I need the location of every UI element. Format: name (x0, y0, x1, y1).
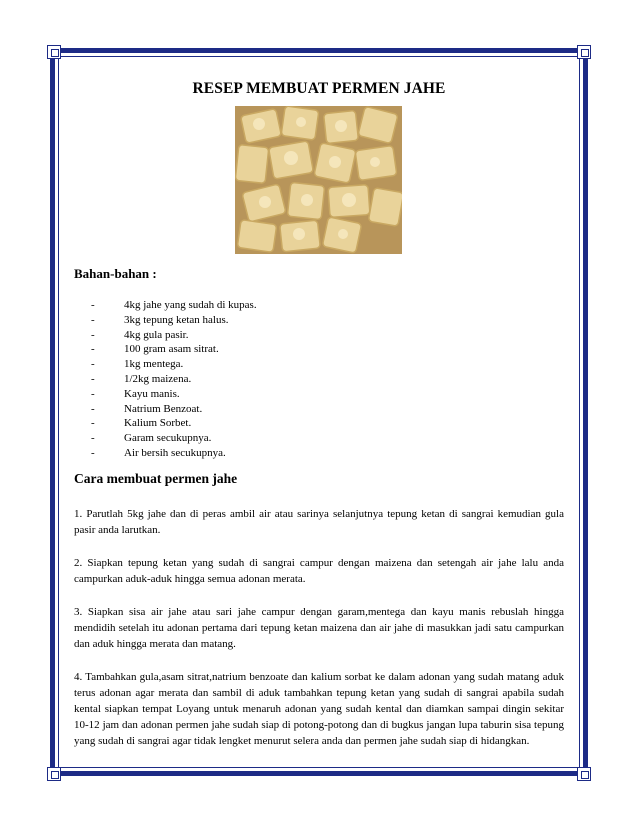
list-item: - 4kg jahe yang sudah di kupas. (74, 298, 257, 313)
list-item: - Air bersih secukupnya. (74, 446, 257, 461)
list-item: - 100 gram asam sitrat. (74, 342, 257, 357)
step-paragraph: 1. Parutlah 5kg jahe dan di peras ambil air atau sarinya selanjutnya tepung ketan di sangrai kemudian gula pasir anda larutkan. (74, 508, 564, 536)
list-item: - Kayu manis. (74, 387, 257, 402)
list-item: - 1kg mentega. (74, 357, 257, 372)
step-paragraph: 4. Tambahkan gula,asam sitrat,natrium benzoate dan kalium sorbat ke dalam adonan yang sudah matang aduk terus adonan agar merata dan sambil di aduk tambahkan tepung ketan yang sudah di sangrai apabila sudah kental siapkan tempat Loyang untuk menaruh adonan yang sudah kental dan diamkan sampai dingin sekitar 10-12 jam dan adonan permen jahe sudah siap di potong-potong dan di bugkus jangan lupa taburin sisa tepung yang sudah di sangrai agar tidak lengket menurut selera anda dan permen jahe sudah siap di hidangkan. (74, 671, 564, 747)
corner-ornament-bottom-left (47, 767, 61, 781)
list-item: - 1/2kg maizena. (74, 372, 257, 387)
ingredients-heading: Bahan-bahan : (74, 266, 157, 281)
candied-ginger-photo (235, 106, 402, 254)
list-item: - 3kg tepung ketan halus. (74, 313, 257, 328)
corner-ornament-top-left (47, 45, 61, 59)
list-item: - Natrium Benzoat. (74, 402, 257, 417)
list-item: - 4kg gula pasir. (74, 328, 257, 343)
page-title: RESEP MEMBUAT PERMEN JAHE (192, 80, 446, 97)
corner-ornament-bottom-right (577, 767, 591, 781)
corner-ornament-top-right (577, 45, 591, 59)
list-item: - Kalium Sorbet. (74, 416, 257, 431)
ingredients-list (74, 298, 257, 461)
step-paragraph: 2. Siapkan tepung ketan yang sudah di sangrai campur dengan maizena dan setengah air jahe lalu anda campurkan aduk-aduk hingga semua adonan merata. (74, 557, 564, 585)
method-heading: Cara membuat permen jahe (74, 471, 238, 486)
method-steps (74, 506, 564, 766)
step-paragraph: 3. Siapkan sisa air jahe atau sari jahe campur dengan garam,mentega dan kayu manis rebuslah hingga mendidih setelah itu adonan pertama dari tepung ketan maizena dan air jahe di masukkan jadi satu campurkan dan aduk hingga merata dan matang. (74, 606, 564, 650)
list-item: - Garam secukupnya. (74, 431, 257, 446)
